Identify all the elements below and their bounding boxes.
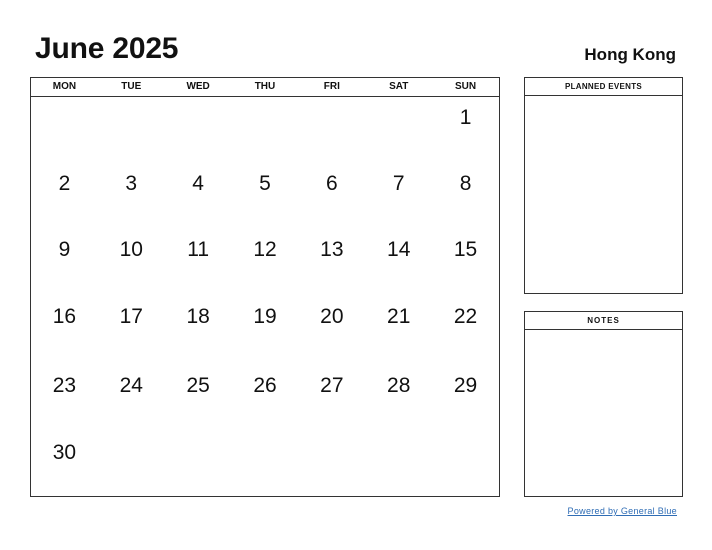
- powered-by-link[interactable]: Powered by General Blue: [567, 506, 677, 516]
- region-label: Hong Kong: [584, 45, 676, 64]
- day-cell: 16: [52, 305, 77, 328]
- day-cell: 23: [52, 374, 77, 397]
- weekday-tue: TUE: [121, 81, 142, 92]
- day-cell: 25: [186, 374, 210, 397]
- day-cell: 22: [453, 305, 478, 328]
- day-cell: [232, 97, 299, 163]
- notes-title: NOTES: [525, 312, 682, 330]
- calendar-days: [31, 97, 499, 498]
- day-cell: 12: [253, 238, 277, 261]
- day-cell: 11: [187, 238, 210, 261]
- day-cell: [98, 432, 165, 498]
- day-cell: [432, 432, 499, 498]
- calendar-grid: [30, 77, 500, 497]
- day-cell: 18: [186, 305, 210, 328]
- day-cell: 1: [459, 106, 472, 129]
- day-cell: [232, 432, 299, 498]
- notes-panel: [524, 311, 683, 497]
- page-title: June 2025: [35, 32, 179, 65]
- day-cell: 13: [320, 238, 344, 261]
- day-cell: 27: [320, 374, 344, 397]
- weekday-thu: THU: [254, 81, 276, 92]
- day-cell: [365, 97, 432, 163]
- weekday-sun: SUN: [455, 81, 477, 92]
- planned-events-title: PLANNED EVENTS: [525, 78, 682, 96]
- day-cell: 29: [453, 374, 478, 397]
- day-cell: [298, 432, 365, 498]
- day-cell: [365, 432, 432, 498]
- day-cell: 26: [253, 374, 277, 397]
- day-cell: 30: [52, 441, 77, 464]
- day-cell: 7: [392, 172, 405, 195]
- day-cell: [298, 97, 365, 163]
- weekday-sat: SAT: [389, 81, 409, 92]
- day-cell: 15: [453, 238, 478, 261]
- day-cell: 10: [119, 238, 143, 261]
- day-cell: [31, 97, 98, 163]
- day-cell: 14: [387, 238, 411, 261]
- weekday-header: [31, 78, 499, 97]
- day-cell: 28: [387, 374, 411, 397]
- day-cell: 17: [119, 305, 143, 328]
- day-cell: 9: [58, 238, 71, 261]
- day-cell: [165, 432, 232, 498]
- day-cell: 5: [259, 172, 271, 195]
- weekday-fri: FRI: [323, 81, 340, 92]
- day-cell: [165, 97, 232, 163]
- day-cell: [98, 97, 165, 163]
- planned-events-panel: [524, 77, 683, 294]
- day-cell: 19: [253, 305, 277, 328]
- weekday-mon: MON: [52, 81, 77, 92]
- day-cell: 2: [58, 172, 71, 195]
- day-cell: 4: [192, 172, 204, 195]
- day-cell: 8: [459, 172, 472, 195]
- day-cell: 21: [387, 305, 411, 328]
- day-cell: 24: [119, 374, 143, 397]
- day-cell: 3: [125, 172, 138, 195]
- day-cell: 6: [326, 172, 338, 195]
- day-cell: 20: [320, 305, 344, 328]
- weekday-wed: WED: [186, 81, 210, 92]
